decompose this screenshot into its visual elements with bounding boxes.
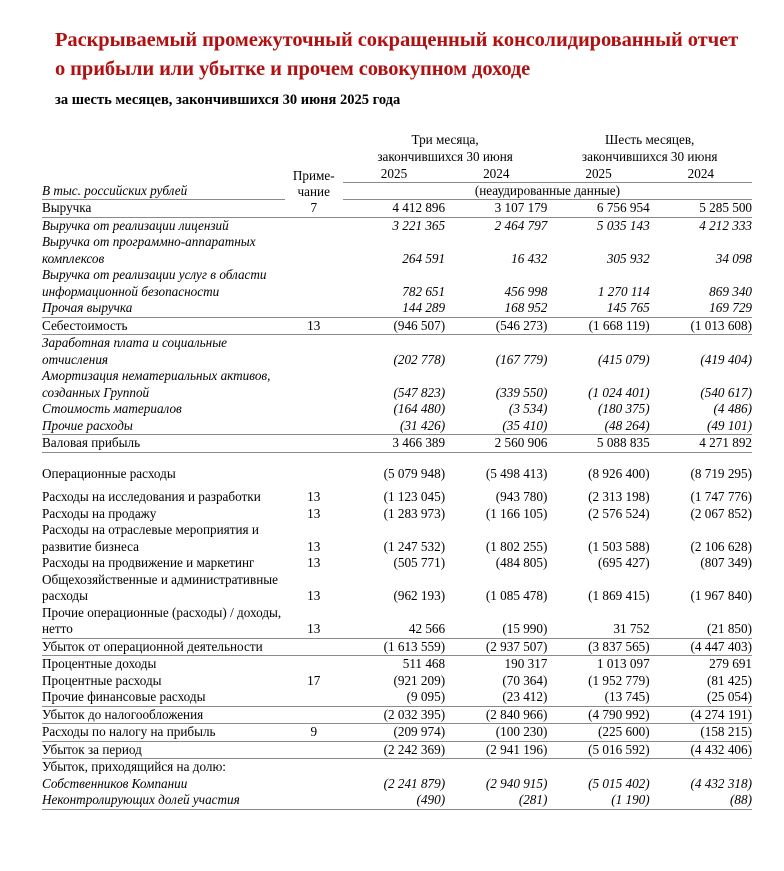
row-value-6m-2024: (21 850) bbox=[650, 605, 752, 639]
row-value-6m-2024: 169 729 bbox=[709, 300, 752, 315]
row-value-6m-2024: (88) bbox=[650, 792, 752, 809]
row-label: Прочие расходы bbox=[42, 418, 285, 435]
row-value-3m-2025: (2 032 395) bbox=[343, 706, 445, 724]
row-value-3m-2024: (2 940 915) bbox=[485, 775, 548, 791]
row-label: Прочая выручка bbox=[42, 300, 133, 315]
row-value-3m-2024: (15 990) bbox=[445, 605, 547, 639]
row-value-6m-2024: (419 404) bbox=[700, 351, 752, 367]
header-group-six-months: Шесть месяцев, закончившихся 30 июня bbox=[581, 132, 718, 164]
row-value-6m-2024: (4 274 191) bbox=[650, 706, 752, 724]
row-note bbox=[285, 638, 343, 656]
row-value-6m-2025: (13 745) bbox=[547, 689, 649, 706]
row-value-3m-2025: 782 651 bbox=[402, 283, 446, 299]
row-value-3m-2025: (490) bbox=[343, 792, 445, 809]
row-label: Себестоимость bbox=[42, 317, 285, 335]
row-value-3m-2025: (1 123 045) bbox=[383, 489, 446, 504]
row-note: 13 bbox=[307, 505, 321, 521]
row-value-3m-2024: (2 937 507) bbox=[445, 638, 547, 656]
row-value-3m-2025: (164 480) bbox=[393, 401, 446, 416]
row-value-6m-2025: (3 837 565) bbox=[547, 638, 649, 656]
row-value-6m-2025: (1 190) bbox=[547, 792, 649, 809]
row-label: Процентные доходы bbox=[42, 656, 157, 671]
row-label: Амортизация нематериальных активов, созданных Группой bbox=[42, 368, 271, 400]
row-value-6m-2024: (1 013 608) bbox=[650, 317, 752, 335]
row-value-6m-2025: (1 668 119) bbox=[547, 317, 649, 335]
row-label: Выручка от программно-аппаратных комплексов bbox=[42, 234, 256, 266]
row-value-6m-2025: (695 427) bbox=[598, 555, 650, 570]
table-row-other-finance-expense bbox=[42, 689, 752, 706]
row-note bbox=[285, 267, 343, 300]
row-value-3m-2025: (921 209) bbox=[393, 672, 446, 688]
row-label: Выручка от реализации лицензий bbox=[42, 217, 229, 233]
row-value-6m-2024: (1 967 840) bbox=[690, 588, 752, 603]
header-note-label: Приме- чание bbox=[292, 167, 335, 199]
table-row-loss-attributable-header bbox=[42, 759, 752, 776]
row-value-3m-2024: (1 802 255) bbox=[485, 538, 548, 554]
row-value-6m-2025: (225 600) bbox=[547, 724, 649, 742]
table-row-opex-promotion-marketing bbox=[42, 555, 752, 572]
row-value-6m-2025: (1 503 588) bbox=[588, 538, 650, 554]
row-value-6m-2024: (49 101) bbox=[650, 418, 752, 435]
row-note bbox=[285, 300, 343, 317]
table-row-opex-general-admin bbox=[42, 572, 752, 605]
row-note bbox=[285, 656, 343, 673]
row-label: Расходы на продвижение и маркетинг bbox=[42, 555, 255, 570]
row-value-6m-2024: (540 617) bbox=[700, 384, 752, 400]
row-note bbox=[285, 234, 343, 267]
row-note bbox=[285, 368, 343, 401]
row-note: 13 bbox=[307, 555, 321, 570]
row-value-6m-2025: (2 576 524) bbox=[588, 505, 650, 521]
row-value-6m-2024: (4 447 403) bbox=[650, 638, 752, 656]
row-value-3m-2025: 3 466 389 bbox=[343, 435, 445, 453]
row-label: Прочие финансовые расходы bbox=[42, 689, 285, 706]
income-statement-table bbox=[42, 131, 752, 810]
row-value-3m-2024: 456 998 bbox=[504, 283, 548, 299]
header-unaudited-note: (неаудированные данные) bbox=[343, 183, 752, 200]
table-row-cost-other bbox=[42, 418, 752, 435]
row-label: Расходы на отраслевые мероприятия и развитие бизнеса bbox=[42, 522, 259, 554]
row-value-3m-2024: (2 941 196) bbox=[445, 741, 547, 759]
row-value-3m-2024: (281) bbox=[445, 792, 547, 809]
header-year-row bbox=[42, 165, 752, 183]
row-value-3m-2025: (1 247 532) bbox=[383, 538, 446, 554]
row-note: 13 bbox=[307, 538, 321, 554]
row-value-6m-2024: 4 271 892 bbox=[650, 435, 752, 453]
row-label: Расходы на исследования и разработки bbox=[42, 489, 261, 504]
header-units-label: В тыс. российских рублей bbox=[42, 183, 285, 200]
header-group-row bbox=[42, 131, 752, 165]
row-note: 7 bbox=[285, 200, 343, 218]
row-value-3m-2024 bbox=[445, 759, 547, 776]
row-note bbox=[285, 335, 343, 369]
row-value-6m-2024: (158 215) bbox=[650, 724, 752, 742]
row-value-3m-2024: (546 273) bbox=[445, 317, 547, 335]
row-value-6m-2025: 305 932 bbox=[606, 250, 650, 266]
row-value-6m-2024: (4 432 406) bbox=[650, 741, 752, 759]
row-value-6m-2024: (8 719 295) bbox=[690, 465, 752, 481]
row-value-3m-2025: (2 242 369) bbox=[343, 741, 445, 759]
row-label: Валовая прибыль bbox=[42, 435, 285, 453]
row-value-3m-2025: (505 771) bbox=[393, 555, 446, 570]
row-value-6m-2024: (1 747 776) bbox=[690, 489, 752, 504]
row-value-3m-2025: 264 591 bbox=[402, 250, 446, 266]
table-row-cost-salaries bbox=[42, 335, 752, 369]
title-block bbox=[0, 0, 784, 109]
row-value-3m-2024: (484 805) bbox=[495, 555, 548, 570]
row-value-3m-2025: (202 778) bbox=[393, 351, 446, 367]
table-row-opex-rnd bbox=[42, 489, 752, 506]
row-value-3m-2024: 2 560 906 bbox=[445, 435, 547, 453]
row-value-6m-2025: (180 375) bbox=[598, 401, 650, 416]
row-note bbox=[285, 418, 343, 435]
row-value-6m-2024: 4 212 333 bbox=[699, 217, 752, 233]
table-row-cost-materials bbox=[42, 401, 752, 418]
row-note bbox=[285, 776, 343, 793]
row-value-6m-2025: (1 952 779) bbox=[588, 672, 650, 688]
table-row-cost-of-sales bbox=[42, 317, 752, 335]
table-row-interest-income bbox=[42, 656, 752, 673]
row-label: Убыток за период bbox=[42, 741, 285, 759]
row-value-6m-2025: (1 869 415) bbox=[588, 588, 650, 603]
row-note bbox=[285, 435, 343, 453]
table-row-loss-owners bbox=[42, 776, 752, 793]
table-row-loss-before-tax bbox=[42, 706, 752, 724]
row-value-6m-2024: (4 432 318) bbox=[690, 775, 752, 791]
row-value-3m-2025: (209 974) bbox=[343, 724, 445, 742]
row-value-3m-2025 bbox=[343, 759, 445, 776]
table-body bbox=[42, 200, 752, 810]
table-row-loss-for-period bbox=[42, 741, 752, 759]
row-value-3m-2024: (100 230) bbox=[445, 724, 547, 742]
row-label: Стоимость материалов bbox=[42, 401, 182, 416]
row-value-3m-2024: (5 498 413) bbox=[485, 465, 548, 481]
row-label: Убыток, приходящийся на долю: bbox=[42, 759, 226, 774]
row-value-3m-2025: (946 507) bbox=[343, 317, 445, 335]
table-row-revenue bbox=[42, 200, 752, 218]
row-note: 13 bbox=[307, 489, 321, 504]
row-value-3m-2025: 42 566 bbox=[343, 605, 445, 639]
table-row-cost-amortization bbox=[42, 368, 752, 401]
row-label: Убыток до налогообложения bbox=[42, 706, 285, 724]
row-value-6m-2024: 869 340 bbox=[709, 283, 752, 299]
row-value-6m-2025: (8 926 400) bbox=[588, 465, 650, 481]
row-note: 13 bbox=[285, 317, 343, 335]
row-value-6m-2024: 279 691 bbox=[709, 656, 752, 671]
row-note bbox=[285, 217, 343, 234]
row-value-3m-2025: (9 095) bbox=[343, 689, 445, 706]
row-label: Заработная плата и социальные отчисления bbox=[42, 335, 227, 367]
row-value-3m-2024: 3 107 179 bbox=[445, 200, 547, 218]
row-value-6m-2024: (81 425) bbox=[706, 672, 752, 688]
row-note bbox=[285, 706, 343, 724]
row-value-6m-2025: 5 088 835 bbox=[547, 435, 649, 453]
row-value-3m-2025: 3 221 365 bbox=[392, 217, 446, 233]
row-value-6m-2025: (48 264) bbox=[547, 418, 649, 435]
row-value-6m-2025 bbox=[547, 759, 649, 776]
statement-table-wrapper bbox=[0, 131, 784, 810]
row-note bbox=[285, 466, 343, 483]
row-value-3m-2025: (1 613 559) bbox=[343, 638, 445, 656]
row-value-6m-2025: (415 079) bbox=[598, 351, 650, 367]
row-value-6m-2025: 5 035 143 bbox=[596, 217, 650, 233]
row-value-3m-2024: (1 085 478) bbox=[485, 588, 548, 603]
row-note: 9 bbox=[285, 724, 343, 742]
row-value-3m-2024: (23 412) bbox=[445, 689, 547, 706]
row-label: Расходы по налогу на прибыль bbox=[42, 724, 285, 742]
row-value-6m-2025: 145 765 bbox=[606, 300, 650, 315]
row-value-6m-2025: (4 790 992) bbox=[547, 706, 649, 724]
row-value-6m-2025: (5 016 592) bbox=[547, 741, 649, 759]
row-value-3m-2024: (2 840 966) bbox=[445, 706, 547, 724]
row-value-3m-2024: 190 317 bbox=[504, 656, 548, 671]
table-row-operating-loss bbox=[42, 638, 752, 656]
row-note: 17 bbox=[307, 672, 321, 688]
row-value-6m-2025: 31 752 bbox=[547, 605, 649, 639]
row-value-6m-2024 bbox=[650, 759, 752, 776]
row-value-3m-2024: (3 534) bbox=[508, 401, 548, 416]
row-value-6m-2025: (1 024 401) bbox=[588, 384, 650, 400]
row-value-6m-2025: 1 270 114 bbox=[597, 283, 650, 299]
row-note bbox=[285, 689, 343, 706]
row-value-3m-2025: (1 283 973) bbox=[383, 505, 446, 521]
row-value-3m-2024: (339 550) bbox=[495, 384, 548, 400]
table-row-revenue-hardware-software bbox=[42, 234, 752, 267]
row-value-3m-2025: 144 289 bbox=[402, 300, 446, 315]
row-label: Собственников Компании bbox=[42, 775, 188, 791]
row-value-6m-2025: 1 013 097 bbox=[596, 656, 650, 671]
table-row-operating-expenses bbox=[42, 466, 752, 483]
row-value-3m-2024: 16 432 bbox=[511, 250, 548, 266]
row-value-3m-2024: 2 464 797 bbox=[494, 217, 548, 233]
table-row-loss-nci bbox=[42, 792, 752, 809]
row-label: Процентные расходы bbox=[42, 672, 162, 688]
page-title: Раскрываемый промежуточный сокращенный консолидированный отчет о прибыли или убытке и прочем совокупном доходе bbox=[55, 29, 739, 80]
row-value-3m-2025: (2 241 879) bbox=[383, 775, 446, 791]
header-year-3m-2025: 2025 bbox=[343, 165, 445, 183]
row-value-3m-2025: (5 079 948) bbox=[383, 465, 446, 481]
table-row-revenue-infosec-services bbox=[42, 267, 752, 300]
row-note bbox=[285, 401, 343, 418]
header-year-6m-2025: 2025 bbox=[547, 165, 649, 183]
table-row-opex-other-net bbox=[42, 605, 752, 639]
row-label: Выручка bbox=[42, 200, 285, 218]
row-value-3m-2024: (35 410) bbox=[445, 418, 547, 435]
table-row-income-tax-expense bbox=[42, 724, 752, 742]
table-row-opex-industry-events bbox=[42, 522, 752, 555]
header-year-6m-2024: 2024 bbox=[650, 165, 752, 183]
row-label: Убыток от операционной деятельности bbox=[42, 638, 285, 656]
row-value-3m-2025: (547 823) bbox=[393, 384, 446, 400]
row-label: Общехозяйственные и административные расходы bbox=[42, 571, 278, 603]
row-value-6m-2024: (25 054) bbox=[650, 689, 752, 706]
table-row-opex-selling bbox=[42, 506, 752, 523]
row-value-6m-2024: (4 486) bbox=[713, 401, 752, 416]
row-value-6m-2025: 6 756 954 bbox=[547, 200, 649, 218]
row-value-3m-2025: (962 193) bbox=[393, 588, 446, 603]
table-row-revenue-other bbox=[42, 300, 752, 317]
row-value-6m-2024: (2 067 852) bbox=[690, 505, 752, 521]
row-value-3m-2025: 511 468 bbox=[402, 656, 446, 671]
row-note bbox=[285, 792, 343, 809]
row-value-6m-2024: 5 285 500 bbox=[650, 200, 752, 218]
row-label: Прочие операционные (расходы) / доходы, нетто bbox=[42, 605, 285, 639]
row-note: 13 bbox=[307, 588, 321, 603]
row-value-6m-2024: 34 098 bbox=[715, 250, 752, 266]
row-label: Неконтролирующих долей участия bbox=[42, 792, 285, 809]
header-year-3m-2024: 2024 bbox=[445, 165, 547, 183]
row-value-3m-2025: 4 412 896 bbox=[343, 200, 445, 218]
row-value-6m-2025: (5 015 402) bbox=[588, 775, 650, 791]
row-value-3m-2024: (167 779) bbox=[495, 351, 548, 367]
table-row-revenue-licenses bbox=[42, 217, 752, 234]
row-value-6m-2025: (2 313 198) bbox=[588, 489, 650, 504]
header-unaudited-row bbox=[42, 183, 752, 200]
table-header bbox=[42, 131, 752, 200]
row-value-3m-2024: (943 780) bbox=[495, 489, 548, 504]
page-subtitle: за шесть месяцев, закончившихся 30 июня 2025 года bbox=[55, 92, 401, 108]
row-note: 13 bbox=[285, 605, 343, 639]
row-label: Выручка от реализации услуг в области информационной безопасности bbox=[42, 267, 267, 299]
row-value-3m-2024: (70 364) bbox=[502, 672, 548, 688]
row-value-3m-2025: (31 426) bbox=[343, 418, 445, 435]
table-row-gross-profit bbox=[42, 435, 752, 453]
spacer-row bbox=[42, 452, 752, 466]
row-label: Расходы на продажу bbox=[42, 505, 157, 521]
row-value-6m-2024: (2 106 628) bbox=[690, 538, 752, 554]
spacer-row bbox=[42, 482, 752, 489]
row-label: Операционные расходы bbox=[42, 465, 176, 481]
header-group-three-months: Три месяца, закончившихся 30 июня bbox=[377, 132, 513, 164]
table-row-interest-expense bbox=[42, 673, 752, 690]
row-value-6m-2024: (807 349) bbox=[700, 555, 752, 570]
row-value-3m-2024: 168 952 bbox=[504, 300, 548, 315]
row-note bbox=[285, 741, 343, 759]
row-value-3m-2024: (1 166 105) bbox=[485, 505, 548, 521]
